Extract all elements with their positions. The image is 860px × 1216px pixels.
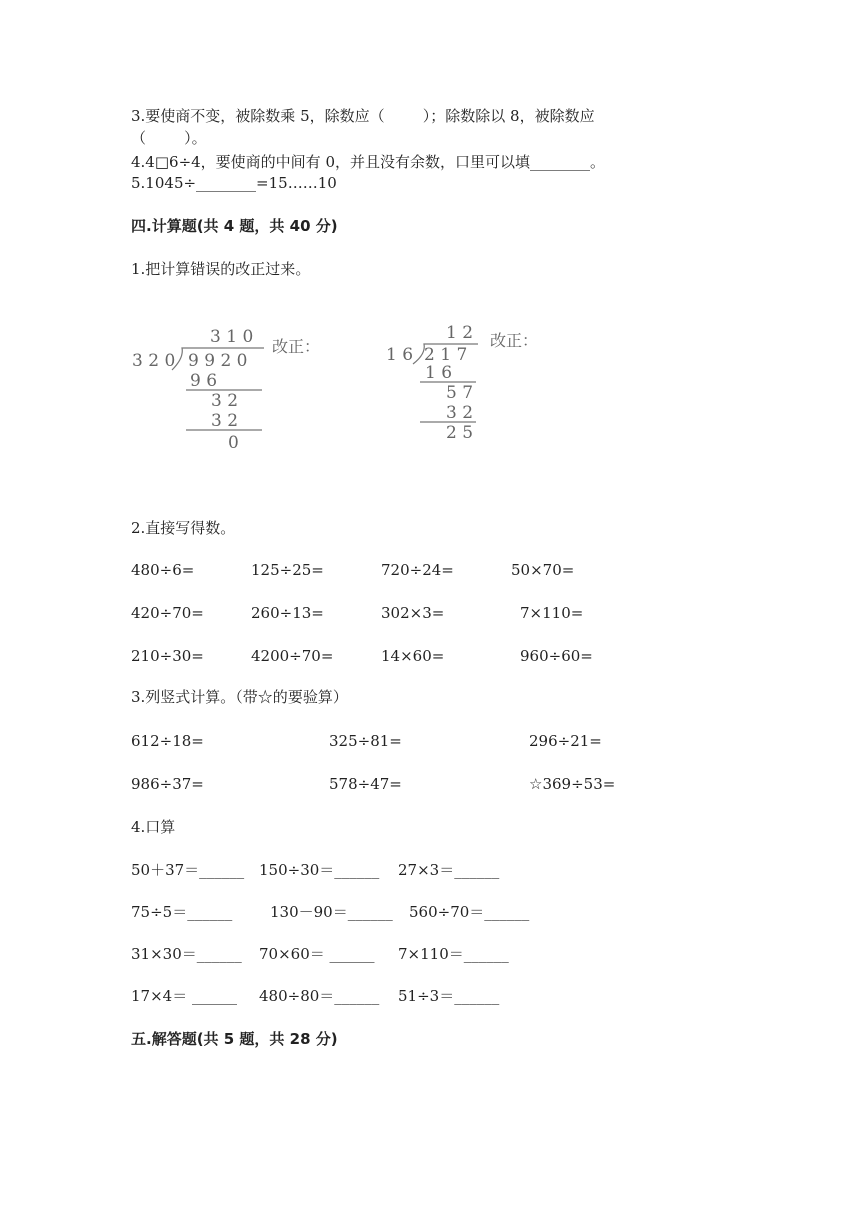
division2-divisor: 1 6: [386, 345, 414, 365]
q4-problem: 70×60＝ ______: [259, 945, 375, 963]
q4-problem: 17×4＝ ______: [131, 987, 237, 1005]
q4-problem: 51÷3＝______: [398, 987, 500, 1005]
q2-problem: 420÷70=: [131, 604, 204, 622]
fill-in-q3-line2: （ ）。: [131, 129, 207, 147]
q2-problem: 7×110=: [520, 604, 584, 622]
division1-step-2: 3 2: [211, 391, 239, 411]
q2-problem: 260÷13=: [251, 604, 324, 622]
q2-problem: 960÷60=: [520, 647, 593, 665]
q3-problem: 325÷81=: [329, 732, 402, 750]
q4-problem: 27×3＝______: [398, 861, 500, 879]
calc-q2-prompt: 2.直接写得数。: [131, 519, 236, 537]
division1-correction-label: 改正：: [272, 337, 321, 356]
division1-step-3: 3 2: [211, 411, 239, 431]
q3-problem: 578÷47=: [329, 775, 402, 793]
section5-heading: 五.解答题(共 5 题，共 28 分): [131, 1030, 338, 1048]
q2-problem: 125÷25=: [251, 561, 324, 579]
division2-dividend: 2 1 7: [424, 345, 468, 365]
division1-step-1: 9 6: [190, 371, 218, 391]
division2-step-4: 2 5: [446, 423, 474, 443]
q3-problem: 986÷37=: [131, 775, 204, 793]
long-division-1: [132, 327, 320, 453]
q2-problem: 210÷30=: [131, 647, 204, 665]
q3-problem: 296÷21=: [529, 732, 602, 750]
fill-in-q4: 4.4□6÷4，要使商的中间有 0，并且没有余数，口里可以填________。: [131, 153, 605, 171]
calc-q1-prompt: 1.把计算错误的改正过来。: [131, 260, 311, 278]
q4-problem: 50＋37＝______: [131, 861, 245, 879]
q2-problem: 720÷24=: [381, 561, 454, 579]
division2-quotient: 1 2: [446, 323, 474, 343]
q3-problem: ☆369÷53=: [529, 775, 616, 793]
fill-in-q3-line1: 3.要使商不变，被除数乘 5，除数应（ ）；除数除以 8，被除数应: [131, 107, 595, 125]
division2-step-3: 3 2: [446, 403, 474, 423]
division1-divisor: 3 2 0: [132, 351, 176, 371]
q4-problem: 31×30＝______: [131, 945, 242, 963]
q2-problem: 480÷6=: [131, 561, 195, 579]
q4-problem: 7×110＝______: [398, 945, 509, 963]
section4-heading: 四.计算题(共 4 题，共 40 分): [131, 217, 338, 235]
fill-in-q5: 5.1045÷________=15……10: [131, 174, 337, 192]
division2-correction-label: 改正：: [490, 331, 539, 350]
q4-problem: 150÷30＝______: [259, 861, 380, 879]
division2-step-2: 5 7: [446, 383, 474, 403]
q4-problem: 560÷70＝______: [409, 903, 530, 921]
calc-q4-prompt: 4.口算: [131, 818, 176, 836]
division1-step-4: 0: [228, 433, 239, 453]
q2-problem: 4200÷70=: [251, 647, 334, 665]
q2-problem: 14×60=: [381, 647, 445, 665]
calc-q3-prompt: 3.列竖式计算。（带☆的要验算）: [131, 688, 348, 706]
long-division-figure: [0, 318, 860, 458]
q2-problem: 302×3=: [381, 604, 445, 622]
q4-problem: 480÷80＝______: [259, 987, 380, 1005]
q2-problem: 50×70=: [511, 561, 575, 579]
q4-problem: 130－90＝______: [270, 903, 393, 921]
long-division-2: [386, 323, 538, 443]
division1-dividend: 9 9 2 0: [188, 351, 248, 371]
q3-problem: 612÷18=: [131, 732, 204, 750]
division1-quotient: 3 1 0: [210, 327, 254, 347]
q4-problem: 75÷5＝______: [131, 903, 233, 921]
division2-step-1: 1 6: [425, 363, 453, 383]
